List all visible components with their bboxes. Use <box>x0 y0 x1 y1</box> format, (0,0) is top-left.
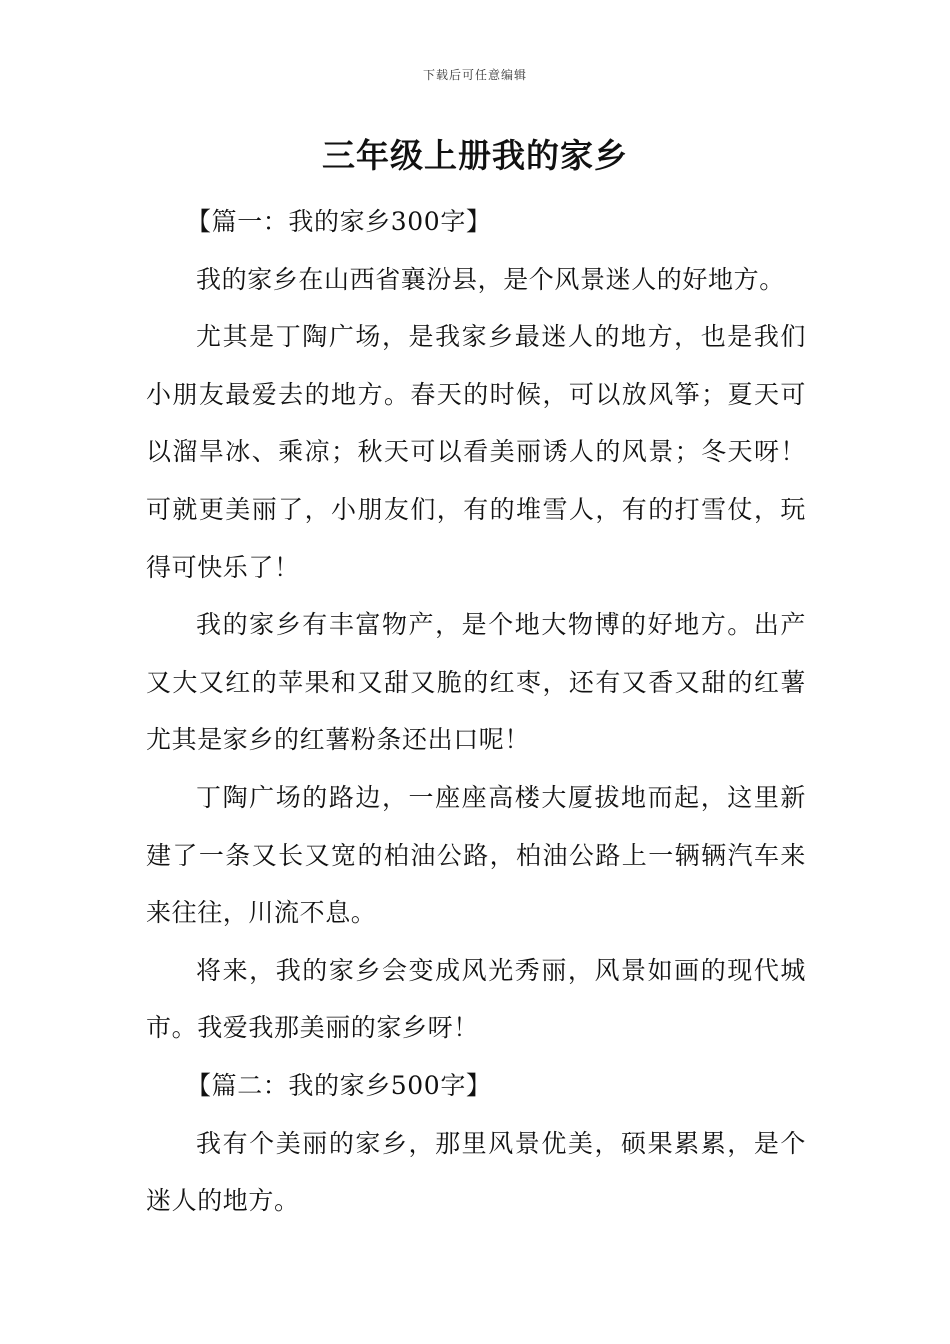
section-heading-1: 【篇一：我的家乡300字】 <box>186 207 492 236</box>
paragraph: 我的家乡在山西省襄汾县，是个风景迷人的好地方。 <box>196 264 785 294</box>
paragraph: 我有个美丽的家乡，那里风景优美，硕果累累，是个迷人的地方。 <box>146 1128 806 1216</box>
paragraph: 将来，我的家乡会变成风光秀丽，风景如画的现代城市。我爱我那美丽的家乡呀！ <box>146 955 806 1043</box>
paragraph: 我的家乡有丰富物产，是个地大物博的好地方。出产又大又红的苹果和又甜又脆的红枣，还有又香又甜的红薯尤其是家乡的红薯粉条还出口呢！ <box>146 610 806 755</box>
paragraph: 尤其是丁陶广场，是我家乡最迷人的地方，也是我们小朋友最爱去的地方。春天的时候，可以放风筝；夏天可以溜旱冰、乘凉；秋天可以看美丽诱人的风景；冬天呀！可就更美丽了，小朋友们，有的堆雪人，有的打雪仗，玩得可快乐了！ <box>146 322 806 582</box>
header-note: 下载后可任意编辑 <box>422 68 527 82</box>
document-body <box>146 193 806 1230</box>
paragraph: 丁陶广场的路边，一座座高楼大厦拔地而起，这里新建了一条又长又宽的柏油公路，柏油公路上一辆辆汽车来来往往，川流不息。 <box>146 782 806 928</box>
document-title: 三年级上册我的家乡 <box>322 136 628 175</box>
section-heading-2: 【篇二：我的家乡500字】 <box>186 1070 492 1100</box>
